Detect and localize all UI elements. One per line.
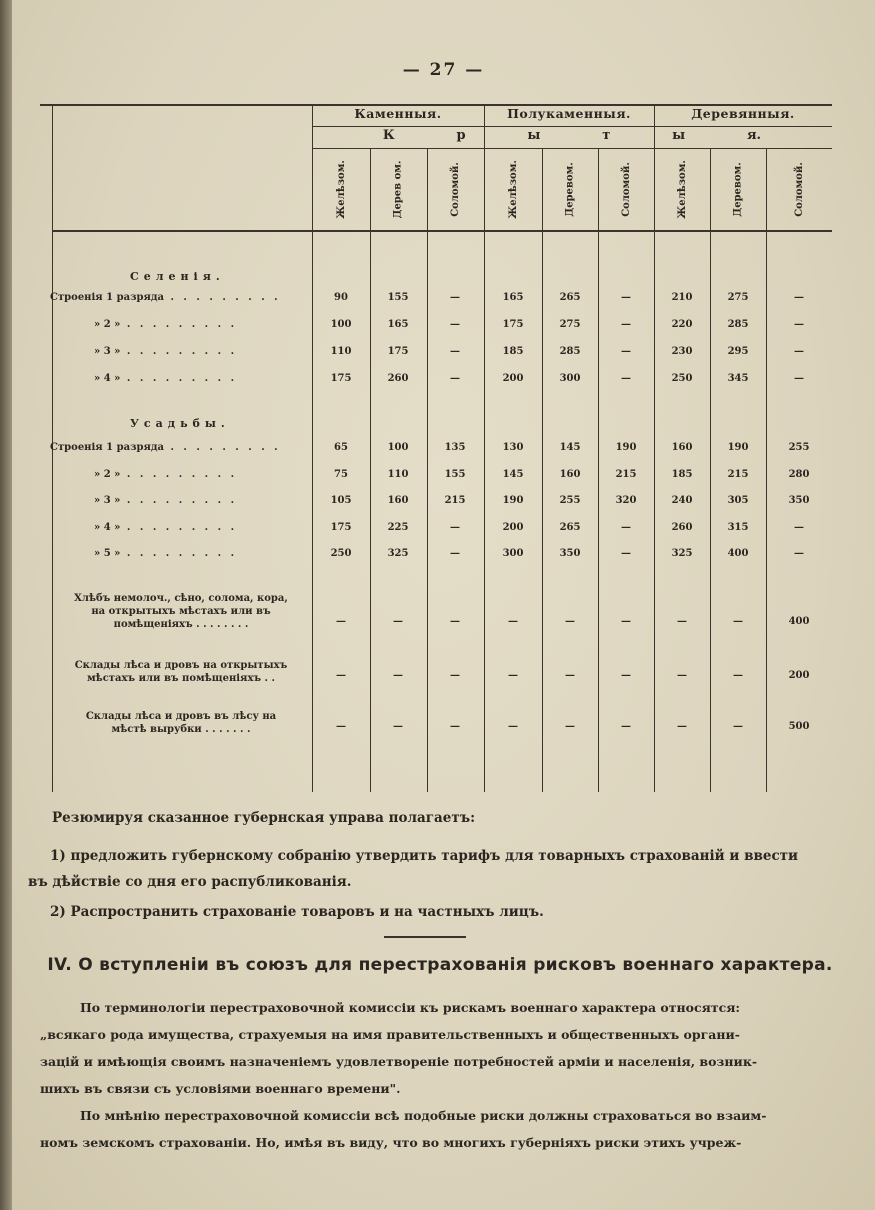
table-cell: 350 bbox=[788, 495, 810, 506]
table-cell: 165 bbox=[387, 319, 409, 330]
table-cell: 275 bbox=[559, 319, 581, 330]
paragraph-1-line: „всякаго рода имущества, страхуемыя на имя правительственныхъ и общественныхъ органи- bbox=[40, 1027, 740, 1042]
table-cell: 260 bbox=[387, 373, 409, 384]
leader-dots: . . . . . . . . . bbox=[120, 346, 238, 357]
table-cell: 160 bbox=[559, 469, 581, 480]
table-cell: — bbox=[450, 670, 460, 681]
row-label-multiline bbox=[56, 592, 306, 631]
table-cell: 295 bbox=[727, 346, 749, 357]
table-cell: — bbox=[621, 373, 631, 384]
row-label-line: мѣстахъ или въ помѣщеніяхъ . . bbox=[86, 673, 276, 684]
table-cell: 175 bbox=[330, 373, 352, 384]
item-1-line-2: въ дѣйствіе со дня его распубликованія. bbox=[28, 874, 352, 890]
table-cell: 345 bbox=[727, 373, 749, 384]
table-cell: 255 bbox=[788, 442, 810, 453]
table-cell: 90 bbox=[334, 292, 348, 303]
section-selenia: Селенія. bbox=[130, 270, 225, 283]
roof-column-header bbox=[370, 150, 426, 228]
item-1-line-1: 1) предложить губернскому собранію утвердить тарифъ для товарныхъ страхованій и ввести bbox=[50, 848, 799, 864]
table-cell: 265 bbox=[559, 292, 581, 303]
table-cell: 215 bbox=[444, 495, 466, 506]
leader-dots: . . . . . . . . . bbox=[120, 495, 238, 506]
table-cell: 250 bbox=[330, 548, 352, 559]
leader-dots: . . . . . . . . . bbox=[120, 548, 238, 559]
table-cell: — bbox=[794, 373, 804, 384]
table-cell: 255 bbox=[559, 495, 581, 506]
table-cell: — bbox=[336, 670, 346, 681]
row-label-text: » 2 » bbox=[94, 469, 121, 480]
row-label-text: Строенія 1 разряда bbox=[50, 292, 164, 303]
table-cell: 210 bbox=[671, 292, 693, 303]
table-cell: 110 bbox=[387, 469, 409, 480]
resume-text: Резюмируя сказанное губернская управа полагаетъ: bbox=[52, 810, 476, 826]
table-cell: 325 bbox=[387, 548, 409, 559]
table-cell: — bbox=[450, 292, 460, 303]
table-cell: 220 bbox=[671, 319, 693, 330]
row-label bbox=[50, 442, 281, 453]
insurance-tariff-table bbox=[40, 104, 832, 792]
row-label-line: Склады лѣса и дровъ въ лѣсу на bbox=[85, 711, 277, 722]
table-cell: 160 bbox=[387, 495, 409, 506]
table-cell: — bbox=[677, 670, 687, 681]
row-label-line: Хлѣбъ немолоч., сѣно, солома, кора, bbox=[74, 593, 288, 604]
table-cell: — bbox=[733, 616, 743, 627]
table-cell: 175 bbox=[502, 319, 524, 330]
leader-dots: . . . . . . . . . bbox=[120, 522, 238, 533]
table-cell: 75 bbox=[334, 469, 348, 480]
roof-column-header bbox=[485, 150, 541, 228]
table-cell: 135 bbox=[444, 442, 466, 453]
section-divider bbox=[384, 936, 466, 938]
table-cell: — bbox=[733, 721, 743, 732]
paragraph-2-line: По мнѣнію перестраховочной комиссіи всѣ подобные риски должны страховаться во взаим- bbox=[80, 1108, 767, 1123]
kryty-letter: К bbox=[382, 128, 395, 143]
kryty-letter: т bbox=[602, 128, 611, 143]
row-label-text: » 4 » bbox=[94, 373, 121, 384]
row-label bbox=[94, 548, 237, 559]
roof-column-header-text: Соломой. bbox=[620, 161, 632, 217]
table-cell: — bbox=[508, 721, 518, 732]
table-cell: — bbox=[621, 616, 631, 627]
table-cell: 185 bbox=[671, 469, 693, 480]
table-cell: — bbox=[621, 670, 631, 681]
table-cell: 265 bbox=[559, 522, 581, 533]
table-cell: 260 bbox=[671, 522, 693, 533]
roof-column-header-text: Желѣзом. bbox=[507, 159, 519, 219]
table-cell: 185 bbox=[502, 346, 524, 357]
paragraph-2-line: номъ земскомъ страхованіи. Но, имѣя въ виду, что во многихъ губерніяхъ риски этихъ учреж- bbox=[40, 1135, 742, 1150]
table-cell: — bbox=[450, 616, 460, 627]
table-cell: — bbox=[450, 319, 460, 330]
table-cell: 110 bbox=[330, 346, 352, 357]
table-cell: — bbox=[794, 548, 804, 559]
header-bottom-rule bbox=[52, 230, 832, 232]
leader-dots: . . . . . . . . . bbox=[163, 442, 281, 453]
table-cell: 100 bbox=[387, 442, 409, 453]
table-cell: — bbox=[565, 616, 575, 627]
roof-column-header-text: Деревом. bbox=[732, 161, 744, 217]
group-derevyannye: Деревянныя. bbox=[691, 106, 795, 121]
row-label-text: » 3 » bbox=[94, 495, 121, 506]
page-number: — 27 — bbox=[402, 60, 485, 80]
table-cell: 320 bbox=[615, 495, 637, 506]
kryty-header bbox=[312, 128, 832, 148]
section-usadby: Усадьбы. bbox=[130, 417, 230, 430]
table-cell: 155 bbox=[387, 292, 409, 303]
table-cell: 190 bbox=[727, 442, 749, 453]
table-cell: 200 bbox=[788, 670, 810, 681]
table-cell: — bbox=[336, 721, 346, 732]
roof-column-header bbox=[542, 150, 598, 228]
table-cell: — bbox=[621, 319, 631, 330]
table-cell: 500 bbox=[788, 721, 810, 732]
roof-column-header bbox=[710, 150, 766, 228]
group-rule bbox=[312, 126, 832, 127]
table-cell: 400 bbox=[788, 616, 810, 627]
table-cell: 315 bbox=[727, 522, 749, 533]
col-rule bbox=[766, 148, 767, 792]
table-cell: 200 bbox=[502, 522, 524, 533]
document-page bbox=[12, 0, 875, 1210]
roof-column-header-text: Деревом. bbox=[564, 161, 576, 217]
group-polukamennye: Полукаменныя. bbox=[507, 106, 631, 121]
table-cell: 300 bbox=[559, 373, 581, 384]
leader-dots: . . . . . . . . . bbox=[120, 319, 238, 330]
section-heading: IV. О вступленіи въ союзъ для перестрахованія рисковъ военнаго характера. bbox=[47, 955, 833, 975]
table-cell: — bbox=[450, 721, 460, 732]
row-label-line: помѣщеніяхъ . . . . . . . . bbox=[113, 619, 249, 630]
table-cell: 145 bbox=[502, 469, 524, 480]
kryty-letter: р bbox=[456, 128, 466, 143]
table-cell: 175 bbox=[330, 522, 352, 533]
table-cell: 400 bbox=[727, 548, 749, 559]
table-cell: 280 bbox=[788, 469, 810, 480]
leader-dots: . . . . . . . . . bbox=[163, 292, 281, 303]
row-label bbox=[94, 373, 237, 384]
roof-column-header bbox=[771, 150, 827, 228]
table-cell: — bbox=[794, 292, 804, 303]
row-label-text: Строенія 1 разряда bbox=[50, 442, 164, 453]
roof-column-header-text: Желѣзом. bbox=[676, 159, 688, 219]
table-cell: — bbox=[508, 670, 518, 681]
table-cell: — bbox=[508, 616, 518, 627]
roof-column-header bbox=[598, 150, 654, 228]
roof-column-header-text: Соломой. bbox=[449, 161, 461, 217]
table-cell: — bbox=[794, 319, 804, 330]
table-cell: 190 bbox=[502, 495, 524, 506]
table-cell: 100 bbox=[330, 319, 352, 330]
table-cell: 285 bbox=[559, 346, 581, 357]
table-cell: — bbox=[621, 292, 631, 303]
table-cell: — bbox=[794, 522, 804, 533]
kryty-rule bbox=[312, 148, 832, 149]
roof-column-header bbox=[313, 150, 369, 228]
table-cell: — bbox=[677, 721, 687, 732]
table-cell: — bbox=[677, 616, 687, 627]
row-label bbox=[94, 469, 237, 480]
row-label bbox=[94, 522, 237, 533]
table-cell: — bbox=[565, 721, 575, 732]
table-cell: — bbox=[621, 522, 631, 533]
row-label bbox=[94, 319, 237, 330]
roof-column-header-text: Дерев ом. bbox=[392, 160, 404, 218]
table-cell: — bbox=[450, 346, 460, 357]
row-label-text: » 3 » bbox=[94, 346, 121, 357]
kryty-letter: я. bbox=[746, 128, 762, 143]
roof-column-header bbox=[654, 150, 710, 228]
table-cell: — bbox=[450, 373, 460, 384]
table-cell: 155 bbox=[444, 469, 466, 480]
row-label-text: » 4 » bbox=[94, 522, 121, 533]
table-cell: — bbox=[450, 522, 460, 533]
table-cell: 350 bbox=[559, 548, 581, 559]
table-cell: — bbox=[733, 670, 743, 681]
roof-column-header bbox=[427, 150, 483, 228]
row-label-line: на открытыхъ мѣстахъ или въ bbox=[91, 606, 271, 617]
table-cell: 275 bbox=[727, 292, 749, 303]
kryty-letter: ы bbox=[527, 128, 541, 143]
table-cell: — bbox=[336, 616, 346, 627]
table-cell: — bbox=[450, 548, 460, 559]
table-cell: 105 bbox=[330, 495, 352, 506]
table-cell: 165 bbox=[502, 292, 524, 303]
paragraph-1 bbox=[40, 994, 840, 1102]
row-label-multiline bbox=[56, 659, 306, 685]
table-cell: 65 bbox=[334, 442, 348, 453]
paragraph-1-line: По терминологіи перестраховочной комиссіи къ рискамъ военнаго характера относятся: bbox=[80, 1000, 741, 1015]
row-label-text: » 2 » bbox=[94, 319, 121, 330]
roof-column-header-text: Соломой. bbox=[793, 161, 805, 217]
item-2: 2) Распространить страхованіе товаровъ и на частныхъ лицъ. bbox=[50, 904, 544, 920]
row-label bbox=[94, 346, 237, 357]
leader-dots: . . . . . . . . . bbox=[120, 373, 238, 384]
row-label bbox=[50, 292, 281, 303]
paragraph-1-line: шихъ въ связи съ условіями военнаго времени". bbox=[40, 1081, 401, 1096]
table-cell: 215 bbox=[727, 469, 749, 480]
table-cell: 215 bbox=[615, 469, 637, 480]
table-cell: — bbox=[565, 670, 575, 681]
table-cell: 130 bbox=[502, 442, 524, 453]
table-cell: — bbox=[621, 721, 631, 732]
row-label bbox=[94, 495, 237, 506]
table-cell: 160 bbox=[671, 442, 693, 453]
row-label-text: » 5 » bbox=[94, 548, 121, 559]
paragraph-1-line: зацій и имѣющія своимъ назначеніемъ удовлетвореніе потребностей арміи и населенія, возник- bbox=[40, 1054, 758, 1069]
table-cell: 145 bbox=[559, 442, 581, 453]
paragraph-2 bbox=[40, 1102, 840, 1156]
table-cell: 305 bbox=[727, 495, 749, 506]
table-cell: 285 bbox=[727, 319, 749, 330]
row-label-line: мѣстѣ вырубки . . . . . . . bbox=[111, 724, 251, 735]
table-cell: — bbox=[393, 616, 403, 627]
table-cell: 175 bbox=[387, 346, 409, 357]
table-cell: — bbox=[393, 670, 403, 681]
row-label-line: Склады лѣса и дровъ на открытыхъ bbox=[74, 660, 288, 671]
table-cell: — bbox=[621, 346, 631, 357]
table-cell: — bbox=[794, 346, 804, 357]
table-cell: 325 bbox=[671, 548, 693, 559]
kryty-letter: ы bbox=[672, 128, 686, 143]
table-cell: 240 bbox=[671, 495, 693, 506]
table-cell: — bbox=[393, 721, 403, 732]
table-cell: 200 bbox=[502, 373, 524, 384]
table-cell: 230 bbox=[671, 346, 693, 357]
table-cell: — bbox=[621, 548, 631, 559]
table-cell: 225 bbox=[387, 522, 409, 533]
table-cell: 250 bbox=[671, 373, 693, 384]
row-label-multiline bbox=[56, 710, 306, 736]
roof-column-header-text: Желѣзом. bbox=[335, 159, 347, 219]
group-kamennye: Каменныя. bbox=[354, 106, 442, 121]
table-cell: 300 bbox=[502, 548, 524, 559]
leader-dots: . . . . . . . . . bbox=[120, 469, 238, 480]
table-cell: 190 bbox=[615, 442, 637, 453]
